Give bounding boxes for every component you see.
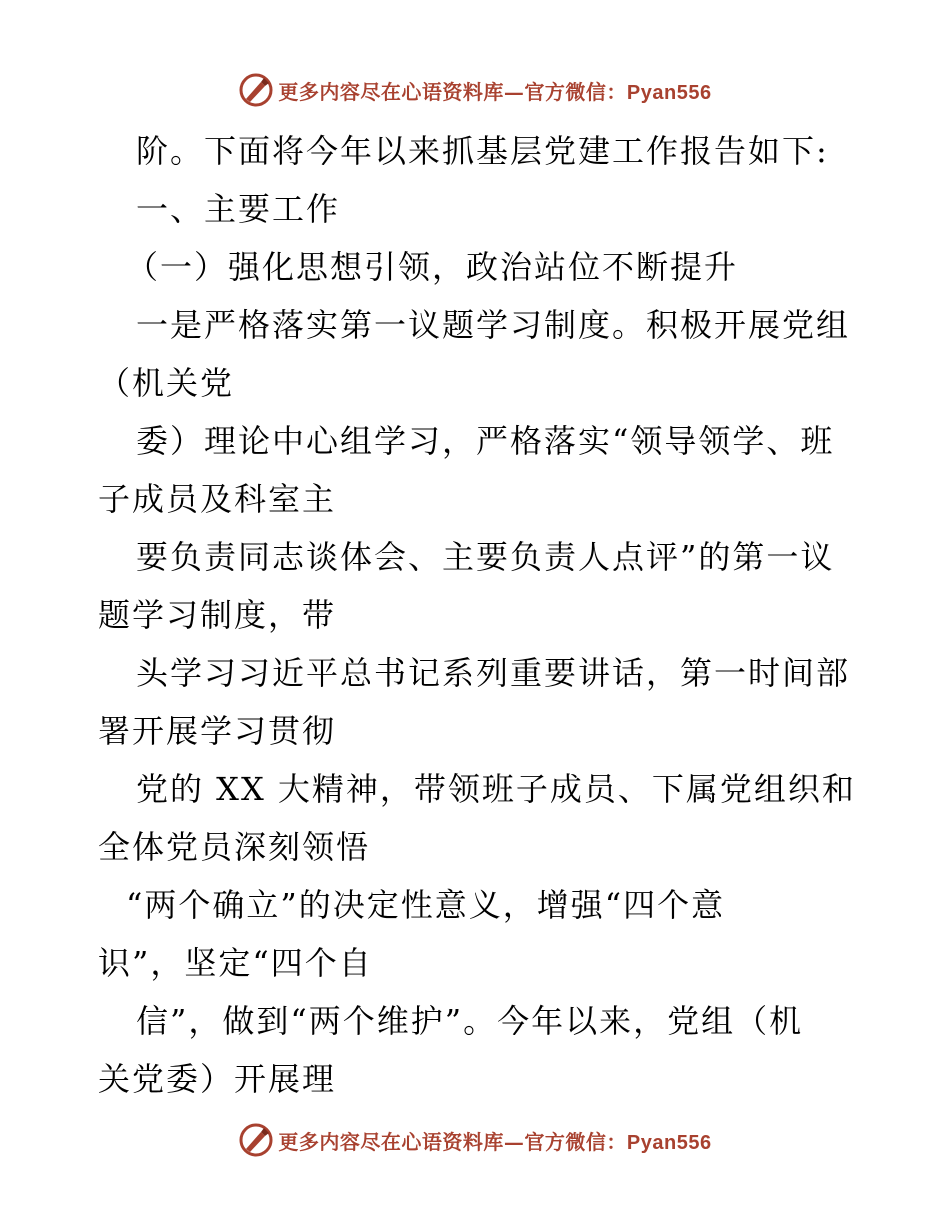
footer-watermark [0,1120,950,1160]
watermark-handle: Pyan556 [626,81,712,104]
text-line: 信”，做到“两个维护”。今年以来，党组（机 [136,1002,804,1040]
text-line: 署开展学习贯彻 [98,712,337,750]
text-line: 党的 XX 大精神，带领班子成员、下属党组织和 [136,770,856,808]
watermark-handle: Pyan556 [626,1131,712,1154]
pen-logo-icon [238,72,274,108]
text-line: “两个确立”的决定性意义，增强“四个意 [126,886,726,924]
text-line: 全体党员深刻领悟 [98,828,371,866]
text-line: 子成员及科室主 [98,480,337,518]
text-line: 题学习制度，带 [98,596,337,634]
pen-logo-icon [238,1122,274,1158]
text-line: 要负责同志谈体会、主要负责人点评”的第一议 [136,538,835,576]
watermark-text: 更多内容尽在心语资料库—官方微信：Pyan556 [278,79,712,104]
text-line: 一是严格落实第一议题学习制度。积极开展党组 [136,306,851,344]
header-watermark [0,70,950,110]
text-line: 头学习习近平总书记系列重要讲话，第一时间部 [136,654,851,692]
text-line: 关党委）开展理 [98,1060,337,1098]
watermark-text: 更多内容尽在心语资料库—官方微信：Pyan556 [278,1129,712,1154]
text-line: 阶。下面将今年以来抓基层党建工作报告如下: [136,132,829,170]
text-line: 委）理论中心组学习，严格落实“领导领学、班 [136,422,835,460]
text-line: 识”，坚定“四个自 [98,944,373,982]
subsection-heading: （一）强化思想引领，政治站位不断提升 [126,248,739,286]
document-body [98,122,858,1108]
section-heading: 一、主要工作 [136,190,341,228]
text-line: （机关党 [98,364,235,402]
